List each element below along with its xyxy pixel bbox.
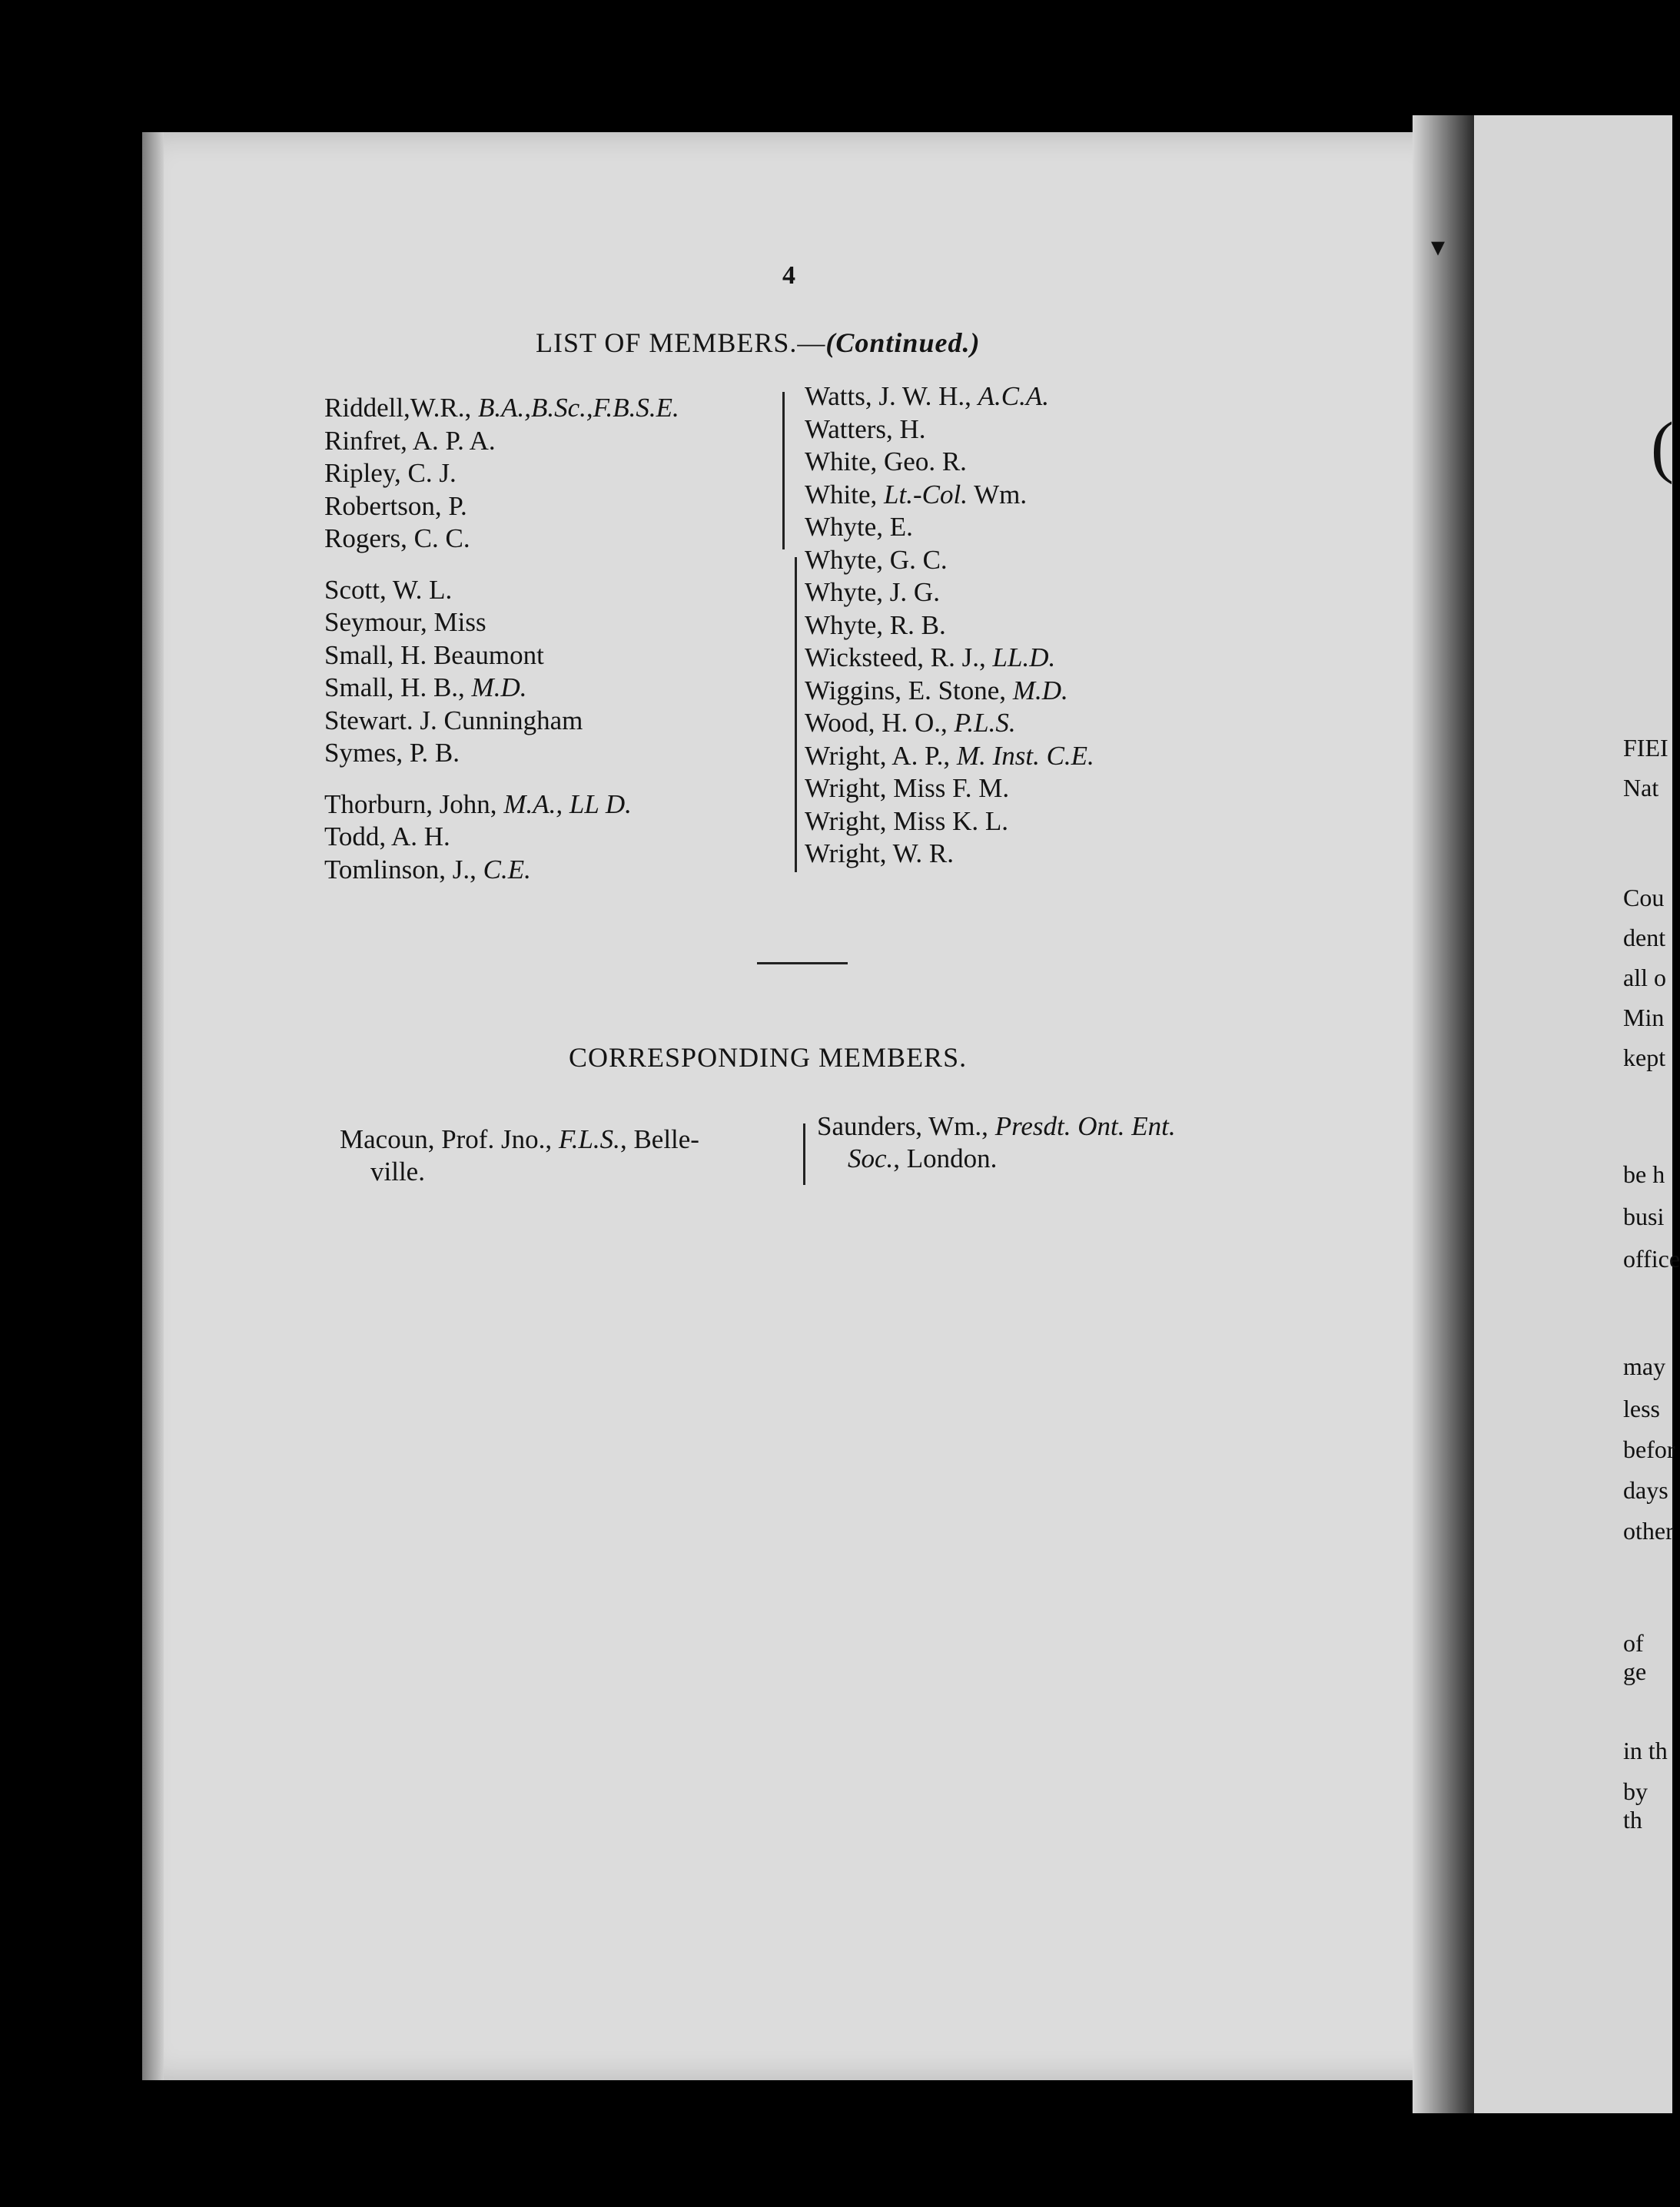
list-item: Wright, Miss K. L. (805, 805, 1008, 836)
right-page-fragment: office (1623, 1245, 1680, 1273)
list-item: Seymour, Miss (324, 607, 486, 637)
list-item: Thorburn, John, M.A., LL D. (324, 788, 632, 819)
right-page-fragment: in th (1623, 1737, 1668, 1764)
list-item: Wiggins, E. Stone, M.D. (805, 675, 1068, 705)
list-item: Whyte, G. C. (805, 544, 948, 575)
right-page-fragment: Min (1623, 1004, 1665, 1031)
list-item: Whyte, J. G. (805, 577, 940, 607)
members-list-left (324, 392, 762, 886)
list-item: Saunders, Wm., Presdt. Ont. Ent. (817, 1111, 1176, 1141)
right-page-fragment: of ge (1623, 1629, 1647, 1685)
list-item: Wright, A. P., M. Inst. C.E. (805, 740, 1094, 771)
right-page-fragment: dent (1623, 924, 1666, 951)
members-heading-continued: (Continued.) (825, 327, 981, 358)
right-page-fragment: kept (1623, 1044, 1666, 1071)
group-gap (324, 556, 762, 574)
spine-marker-icon: ▾ (1431, 231, 1446, 262)
right-page-fragment: busi (1623, 1203, 1665, 1230)
list-item: Todd, A. H. (324, 821, 450, 851)
corresponding-member-left (340, 1123, 785, 1188)
corresponding-heading: CORRESPONDING MEMBERS. (569, 1042, 968, 1073)
list-item: Ripley, C. J. (324, 458, 457, 488)
section-rule (757, 962, 848, 964)
list-item: Watts, J. W. H., A.C.A. (805, 381, 1050, 411)
list-item: Whyte, R. B. (805, 609, 946, 640)
list-item: Wright, Miss F. M. (805, 773, 1010, 803)
list-item: Riddell,W.R., B.A.,B.Sc.,F.B.S.E. (324, 393, 679, 423)
members-heading (0, 327, 1672, 359)
list-item: Symes, P. B. (324, 738, 460, 768)
right-page-fragment: FIEI (1623, 734, 1668, 762)
list-item: Wicksteed, R. J., LL.D. (805, 642, 1056, 672)
list-item: Watters, H. (805, 413, 926, 444)
right-page-fragment: all o (1623, 964, 1666, 991)
members-list-right (805, 380, 1281, 871)
column-divider (782, 392, 785, 549)
list-item: Tomlinson, J., C.E. (324, 854, 531, 884)
right-page-fragment: Nat (1623, 774, 1659, 801)
right-page-fragment: may (1623, 1352, 1666, 1380)
list-item-continuation: Soc., London. (848, 1143, 998, 1173)
right-page-initial: ( (1651, 409, 1674, 485)
right-page-fragment: be h (1623, 1160, 1665, 1188)
list-item: White, Geo. R. (805, 446, 967, 476)
list-item: Stewart. J. Cunningham (324, 705, 583, 735)
list-item: White, Lt.-Col. Wm. (805, 479, 1028, 509)
list-item: Small, H. Beaumont (324, 639, 544, 670)
column-divider (803, 1123, 805, 1185)
list-item: Whyte, E. (805, 512, 913, 542)
right-page-fragment: other (1623, 1517, 1674, 1545)
right-page-fragment: less (1623, 1395, 1660, 1422)
list-item: Rogers, C. C. (324, 523, 470, 553)
members-heading-title: LIST OF MEMBERS.— (536, 327, 826, 358)
right-page-fragment: befor (1623, 1435, 1675, 1463)
list-item-continuation: ville. (370, 1157, 425, 1186)
right-page-fragment: Cou (1623, 884, 1665, 911)
corresponding-member-right (817, 1110, 1293, 1175)
page-number: 4 (782, 261, 795, 290)
group-gap (324, 770, 762, 788)
list-item: Wood, H. O., P.L.S. (805, 708, 1016, 738)
list-item: Small, H. B., M.D. (324, 672, 527, 702)
list-item: Wright, W. R. (805, 838, 955, 868)
list-item: Macoun, Prof. Jno., F.L.S., Belle- (340, 1124, 699, 1154)
list-item: Rinfret, A. P. A. (324, 425, 496, 456)
right-page-fragment: by th (1623, 1777, 1648, 1834)
column-divider (795, 557, 797, 872)
list-item: Scott, W. L. (324, 574, 453, 605)
list-item: Robertson, P. (324, 490, 467, 521)
right-page-fragment: days (1623, 1476, 1668, 1504)
book-spine (1413, 115, 1474, 2113)
